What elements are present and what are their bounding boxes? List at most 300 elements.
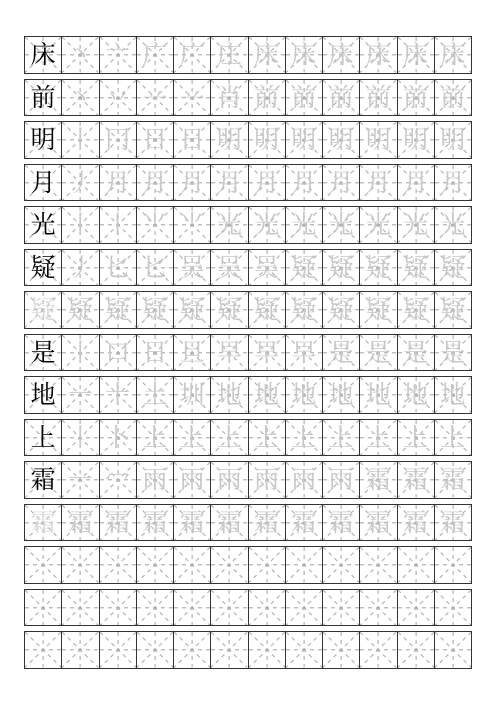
- trace-character: 吴: [254, 252, 280, 282]
- trace-cell[interactable]: [322, 122, 359, 158]
- trace-cell[interactable]: [173, 547, 210, 583]
- trace-character: 疑: [365, 252, 391, 282]
- trace-cell[interactable]: [99, 165, 136, 201]
- trace-character: 月: [440, 167, 466, 197]
- trace-cell[interactable]: [285, 547, 322, 583]
- trace-character: 上: [179, 422, 205, 452]
- practice-row: [24, 249, 472, 287]
- trace-character: 疑: [67, 295, 93, 325]
- trace-character: 前: [291, 82, 317, 112]
- trace-character: 土: [142, 380, 168, 410]
- model-character: 月: [30, 167, 56, 197]
- trace-cell[interactable]: [285, 335, 322, 371]
- trace-character: [62, 547, 98, 583]
- trace-character: 前: [403, 82, 429, 112]
- trace-cell[interactable]: [248, 37, 285, 73]
- trace-character: 床: [403, 40, 429, 70]
- trace-character: 丨: [67, 125, 93, 155]
- trace-cell[interactable]: [359, 80, 396, 116]
- trace-cell[interactable]: [359, 165, 396, 201]
- trace-cell[interactable]: [99, 292, 136, 328]
- trace-cell[interactable]: [61, 377, 98, 413]
- trace-cell[interactable]: [99, 590, 136, 626]
- trace-cell[interactable]: [322, 335, 359, 371]
- trace-cell[interactable]: [397, 165, 434, 201]
- trace-cell[interactable]: [434, 37, 471, 73]
- trace-character: 疑: [328, 295, 354, 325]
- trace-character: 光: [365, 210, 391, 240]
- trace-cell[interactable]: [99, 547, 136, 583]
- trace-cell[interactable]: [322, 420, 359, 456]
- trace-cell[interactable]: [210, 632, 247, 668]
- trace-cell[interactable]: [248, 377, 285, 413]
- trace-cell[interactable]: [285, 377, 322, 413]
- trace-character: 明: [328, 125, 354, 155]
- trace-character: 丶: [67, 82, 93, 112]
- trace-cell[interactable]: [322, 547, 359, 583]
- trace-character: [211, 547, 247, 583]
- trace-cell[interactable]: [397, 250, 434, 286]
- trace-cell[interactable]: [248, 165, 285, 201]
- trace-character: 月: [365, 167, 391, 197]
- trace-character: 丨: [67, 210, 93, 240]
- trace-character: [286, 632, 322, 668]
- model-character-cell: [25, 590, 61, 626]
- trace-cell[interactable]: [61, 292, 98, 328]
- trace-cell[interactable]: [210, 377, 247, 413]
- trace-character: 一: [67, 465, 93, 495]
- trace-character: 疑: [440, 295, 466, 325]
- trace-character: 疑: [254, 295, 280, 325]
- trace-cell[interactable]: [359, 207, 396, 243]
- trace-character: 霜: [105, 507, 131, 537]
- trace-character: [360, 632, 396, 668]
- trace-cell[interactable]: [136, 505, 173, 541]
- trace-cell[interactable]: [210, 250, 247, 286]
- trace-cell[interactable]: [173, 37, 210, 73]
- model-character: 上: [30, 422, 56, 452]
- trace-cell[interactable]: [322, 292, 359, 328]
- trace-character: 月: [254, 167, 280, 197]
- trace-character: 䒑: [179, 82, 205, 112]
- trace-cell[interactable]: [359, 590, 396, 626]
- trace-character: 上: [291, 422, 317, 452]
- trace-cell[interactable]: [136, 547, 173, 583]
- trace-cell[interactable]: [136, 335, 173, 371]
- trace-character: 疑: [291, 252, 317, 282]
- trace-cell[interactable]: [61, 505, 98, 541]
- trace-cell[interactable]: [434, 420, 471, 456]
- trace-cell[interactable]: [248, 207, 285, 243]
- trace-cell[interactable]: [285, 80, 322, 116]
- trace-cell[interactable]: [248, 250, 285, 286]
- trace-cell[interactable]: [61, 250, 98, 286]
- trace-cell[interactable]: [434, 122, 471, 158]
- trace-cell[interactable]: [397, 122, 434, 158]
- trace-cell[interactable]: [322, 250, 359, 286]
- trace-cell[interactable]: [173, 165, 210, 201]
- trace-cell[interactable]: [61, 420, 98, 456]
- trace-character: 疑: [365, 295, 391, 325]
- trace-character: 是: [365, 337, 391, 367]
- model-character-cell: [25, 207, 61, 243]
- trace-cell[interactable]: [285, 505, 322, 541]
- trace-character: [323, 547, 359, 583]
- trace-character: 地: [403, 380, 429, 410]
- trace-character: 床: [254, 40, 280, 70]
- trace-cell[interactable]: [136, 37, 173, 73]
- trace-character: 地: [216, 380, 242, 410]
- trace-cell[interactable]: [99, 420, 136, 456]
- trace-cell[interactable]: [434, 590, 471, 626]
- trace-character: 丨: [105, 210, 131, 240]
- trace-cell[interactable]: [359, 462, 396, 498]
- model-character: [25, 632, 61, 668]
- trace-character: 前: [254, 82, 280, 112]
- trace-cell[interactable]: [248, 420, 285, 456]
- trace-character: 疑: [216, 295, 242, 325]
- trace-character: 雨: [179, 465, 205, 495]
- trace-cell[interactable]: [61, 547, 98, 583]
- model-character: [25, 547, 61, 583]
- trace-character: 明: [291, 125, 317, 155]
- trace-cell[interactable]: [99, 80, 136, 116]
- model-character-cell: [25, 632, 61, 668]
- trace-character: ⺌: [142, 210, 168, 240]
- trace-character: 霜: [142, 507, 168, 537]
- trace-character: 霜: [365, 465, 391, 495]
- trace-cell[interactable]: [210, 80, 247, 116]
- trace-character: 月: [291, 167, 317, 197]
- trace-cell[interactable]: [285, 590, 322, 626]
- trace-character: 丨: [67, 422, 93, 452]
- trace-cell[interactable]: [210, 335, 247, 371]
- model-character: 疑: [30, 295, 56, 325]
- model-character-cell: [25, 335, 61, 371]
- trace-cell[interactable]: [99, 377, 136, 413]
- trace-cell[interactable]: [285, 420, 322, 456]
- model-character: 是: [30, 337, 56, 367]
- trace-character: 冖: [105, 465, 131, 495]
- trace-character: 疑: [328, 252, 354, 282]
- trace-cell[interactable]: [434, 547, 471, 583]
- trace-cell[interactable]: [322, 377, 359, 413]
- trace-cell[interactable]: [434, 335, 471, 371]
- trace-cell[interactable]: [61, 590, 98, 626]
- trace-cell[interactable]: [359, 250, 396, 286]
- trace-character: 前: [328, 82, 354, 112]
- trace-character: [62, 632, 98, 668]
- model-character: 地: [30, 380, 56, 410]
- trace-cell[interactable]: [397, 37, 434, 73]
- trace-cell[interactable]: [322, 462, 359, 498]
- trace-cell[interactable]: [359, 632, 396, 668]
- trace-cell[interactable]: [248, 547, 285, 583]
- trace-cell[interactable]: [210, 165, 247, 201]
- trace-cell[interactable]: [99, 462, 136, 498]
- practice-row: [24, 79, 472, 117]
- trace-character: [286, 590, 322, 626]
- trace-cell[interactable]: [397, 505, 434, 541]
- practice-row: [24, 291, 472, 329]
- trace-cell[interactable]: [359, 420, 396, 456]
- trace-cell[interactable]: [434, 462, 471, 498]
- trace-cell[interactable]: [173, 292, 210, 328]
- trace-cell[interactable]: [434, 80, 471, 116]
- trace-cell[interactable]: [136, 632, 173, 668]
- trace-cell[interactable]: [248, 632, 285, 668]
- model-character: [25, 590, 61, 626]
- trace-cell[interactable]: [322, 165, 359, 201]
- trace-character: 早: [254, 337, 280, 367]
- model-character-cell: [25, 250, 61, 286]
- trace-character: 雨: [216, 465, 242, 495]
- trace-character: 光: [291, 210, 317, 240]
- trace-cell[interactable]: [434, 292, 471, 328]
- trace-cell[interactable]: [210, 590, 247, 626]
- trace-cell[interactable]: [248, 80, 285, 116]
- trace-character: 雨: [254, 465, 280, 495]
- trace-character: 吴: [179, 252, 205, 282]
- trace-cell[interactable]: [136, 122, 173, 158]
- practice-row: [24, 631, 472, 669]
- trace-cell[interactable]: [248, 505, 285, 541]
- practice-row: [24, 461, 472, 499]
- practice-row: [24, 376, 472, 414]
- trace-cell[interactable]: [173, 80, 210, 116]
- trace-cell[interactable]: [359, 505, 396, 541]
- trace-cell[interactable]: [397, 335, 434, 371]
- trace-cell[interactable]: [136, 377, 173, 413]
- trace-cell[interactable]: [434, 165, 471, 201]
- trace-cell[interactable]: [434, 207, 471, 243]
- trace-character: 是: [403, 337, 429, 367]
- trace-cell[interactable]: [248, 292, 285, 328]
- trace-cell[interactable]: [173, 462, 210, 498]
- trace-character: 明: [403, 125, 429, 155]
- trace-cell[interactable]: [136, 80, 173, 116]
- trace-character: 明: [254, 125, 280, 155]
- trace-cell[interactable]: [248, 122, 285, 158]
- model-character: 疑: [30, 252, 56, 282]
- trace-character: 霜: [67, 507, 93, 537]
- trace-cell[interactable]: [99, 632, 136, 668]
- trace-cell[interactable]: [173, 632, 210, 668]
- trace-cell[interactable]: [136, 165, 173, 201]
- trace-cell[interactable]: [136, 420, 173, 456]
- trace-cell[interactable]: [210, 547, 247, 583]
- trace-cell[interactable]: [397, 462, 434, 498]
- trace-cell[interactable]: [61, 165, 98, 201]
- practice-row: [24, 121, 472, 159]
- trace-character: 吴: [216, 252, 242, 282]
- trace-cell[interactable]: [322, 590, 359, 626]
- model-character-cell: [25, 420, 61, 456]
- trace-cell[interactable]: [210, 122, 247, 158]
- trace-cell[interactable]: [359, 335, 396, 371]
- trace-cell[interactable]: [248, 462, 285, 498]
- trace-cell[interactable]: [61, 335, 98, 371]
- practice-row: [24, 36, 472, 74]
- model-character: 霜: [30, 465, 56, 495]
- trace-character: [249, 590, 285, 626]
- trace-cell[interactable]: [397, 292, 434, 328]
- trace-cell[interactable]: [434, 505, 471, 541]
- trace-cell[interactable]: [210, 505, 247, 541]
- trace-cell[interactable]: [322, 207, 359, 243]
- trace-character: [137, 547, 173, 583]
- trace-character: [398, 590, 434, 626]
- trace-cell[interactable]: [173, 590, 210, 626]
- trace-character: 疑: [403, 295, 429, 325]
- practice-row: [24, 546, 472, 584]
- trace-cell[interactable]: [285, 207, 322, 243]
- trace-character: 冂: [105, 125, 131, 155]
- trace-character: [398, 632, 434, 668]
- trace-cell[interactable]: [173, 420, 210, 456]
- trace-character: 是: [440, 337, 466, 367]
- trace-cell[interactable]: [322, 505, 359, 541]
- trace-cell[interactable]: [359, 547, 396, 583]
- trace-cell[interactable]: [397, 590, 434, 626]
- trace-cell[interactable]: [173, 505, 210, 541]
- trace-character: 地: [365, 380, 391, 410]
- trace-character: [100, 547, 136, 583]
- trace-character: 匕: [142, 252, 168, 282]
- practice-row: [24, 164, 472, 202]
- trace-character: 亠: [105, 40, 131, 70]
- trace-cell[interactable]: [136, 207, 173, 243]
- trace-character: [211, 590, 247, 626]
- model-character-cell: [25, 37, 61, 73]
- trace-cell[interactable]: [285, 632, 322, 668]
- trace-character: [62, 590, 98, 626]
- trace-cell[interactable]: [61, 632, 98, 668]
- model-character: 床: [30, 40, 56, 70]
- trace-cell[interactable]: [285, 165, 322, 201]
- trace-cell[interactable]: [99, 335, 136, 371]
- trace-character: [323, 590, 359, 626]
- model-character-cell: [25, 462, 61, 498]
- trace-cell[interactable]: [99, 505, 136, 541]
- trace-cell[interactable]: [359, 377, 396, 413]
- trace-cell[interactable]: [61, 462, 98, 498]
- trace-cell[interactable]: [397, 80, 434, 116]
- trace-character: 上: [216, 422, 242, 452]
- trace-cell[interactable]: [397, 207, 434, 243]
- trace-cell[interactable]: [99, 250, 136, 286]
- trace-cell[interactable]: [397, 547, 434, 583]
- trace-cell[interactable]: [434, 250, 471, 286]
- trace-cell[interactable]: [99, 122, 136, 158]
- practice-row: [24, 206, 472, 244]
- trace-character: 霜: [403, 507, 429, 537]
- practice-row: [24, 419, 472, 457]
- trace-character: 雨: [291, 465, 317, 495]
- trace-cell[interactable]: [397, 632, 434, 668]
- trace-character: 地: [291, 380, 317, 410]
- trace-character: 丿: [67, 167, 93, 197]
- trace-character: [137, 590, 173, 626]
- trace-cell[interactable]: [61, 80, 98, 116]
- trace-cell[interactable]: [322, 80, 359, 116]
- trace-cell[interactable]: [285, 37, 322, 73]
- trace-cell[interactable]: [210, 292, 247, 328]
- trace-character: [360, 547, 396, 583]
- trace-cell[interactable]: [359, 37, 396, 73]
- trace-cell[interactable]: [173, 122, 210, 158]
- trace-character: 疑: [142, 295, 168, 325]
- trace-character: [360, 590, 396, 626]
- trace-character: 疑: [291, 295, 317, 325]
- model-character-cell: [25, 165, 61, 201]
- trace-cell[interactable]: [397, 377, 434, 413]
- trace-character: 床: [291, 40, 317, 70]
- trace-cell[interactable]: [61, 37, 98, 73]
- trace-cell[interactable]: [248, 335, 285, 371]
- trace-character: [211, 632, 247, 668]
- trace-cell[interactable]: [136, 250, 173, 286]
- trace-cell[interactable]: [61, 122, 98, 158]
- trace-character: 日: [142, 125, 168, 155]
- trace-cell[interactable]: [210, 37, 247, 73]
- trace-character: 前: [440, 82, 466, 112]
- trace-cell[interactable]: [210, 462, 247, 498]
- trace-character: 上: [254, 422, 280, 452]
- trace-cell[interactable]: [248, 590, 285, 626]
- trace-cell[interactable]: [322, 632, 359, 668]
- trace-cell[interactable]: [173, 335, 210, 371]
- trace-character: 上: [142, 422, 168, 452]
- trace-character: 疑: [105, 295, 131, 325]
- model-character: 明: [30, 125, 56, 155]
- trace-cell[interactable]: [397, 420, 434, 456]
- trace-cell[interactable]: [173, 377, 210, 413]
- trace-character: [435, 547, 471, 583]
- trace-cell[interactable]: [434, 377, 471, 413]
- trace-character: 光: [440, 210, 466, 240]
- trace-character: 明: [440, 125, 466, 155]
- trace-cell[interactable]: [359, 292, 396, 328]
- trace-character: [398, 547, 434, 583]
- trace-character: 霜: [440, 507, 466, 537]
- trace-character: [174, 590, 210, 626]
- trace-cell[interactable]: [136, 590, 173, 626]
- trace-character: 光: [216, 210, 242, 240]
- trace-cell[interactable]: [99, 37, 136, 73]
- model-character-cell: [25, 547, 61, 583]
- trace-cell[interactable]: [136, 292, 173, 328]
- trace-cell[interactable]: [210, 420, 247, 456]
- trace-cell[interactable]: [434, 632, 471, 668]
- trace-character: 霜: [179, 507, 205, 537]
- trace-cell[interactable]: [285, 462, 322, 498]
- trace-cell[interactable]: [99, 207, 136, 243]
- trace-cell[interactable]: [61, 207, 98, 243]
- trace-cell[interactable]: [285, 250, 322, 286]
- trace-character: 霜: [254, 507, 280, 537]
- trace-cell[interactable]: [359, 122, 396, 158]
- trace-cell[interactable]: [285, 122, 322, 158]
- trace-cell[interactable]: [285, 292, 322, 328]
- trace-character: 旦: [179, 337, 205, 367]
- trace-cell[interactable]: [322, 37, 359, 73]
- trace-cell[interactable]: [136, 462, 173, 498]
- trace-cell[interactable]: [173, 250, 210, 286]
- trace-cell[interactable]: [173, 207, 210, 243]
- trace-character: [249, 547, 285, 583]
- trace-cell[interactable]: [210, 207, 247, 243]
